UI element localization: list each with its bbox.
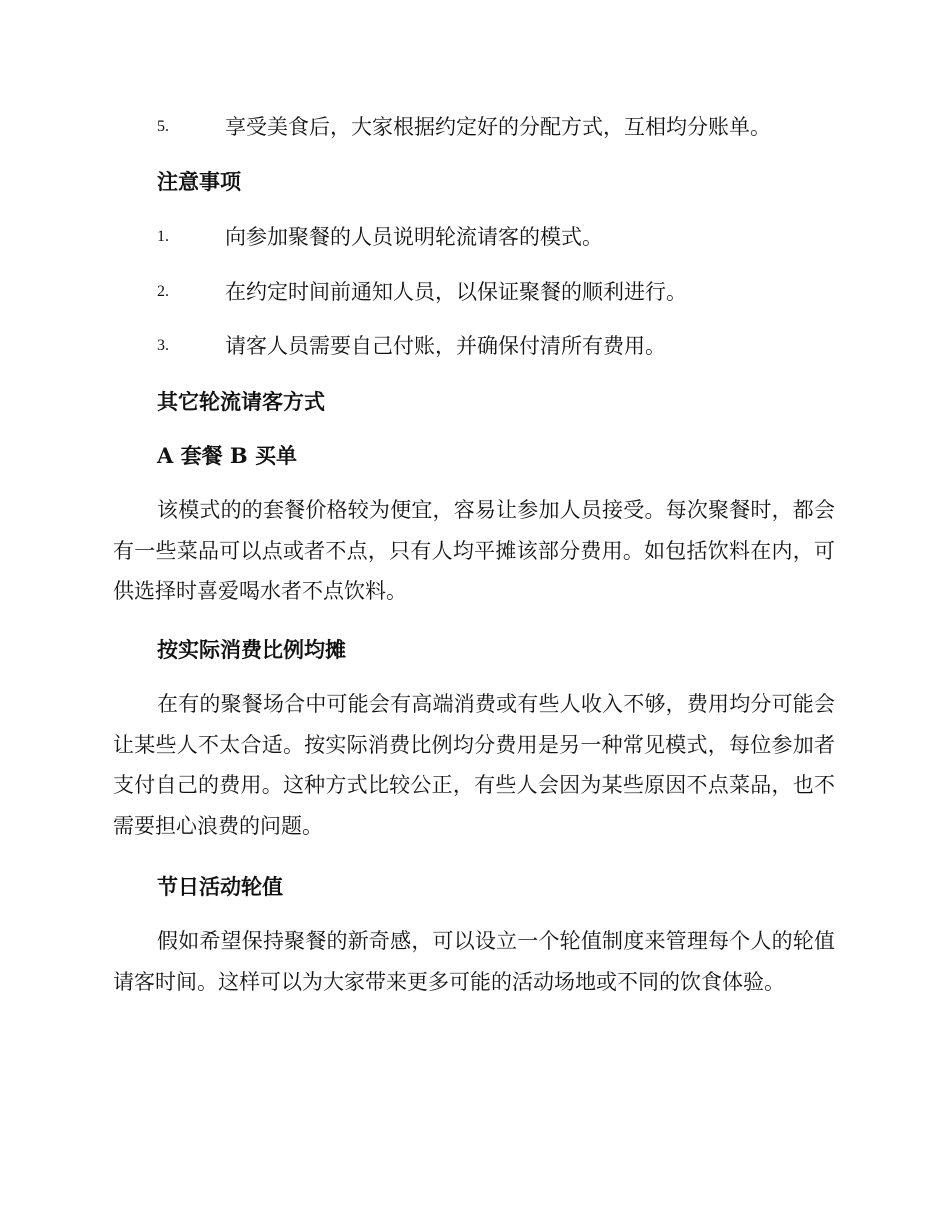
step-item (157, 112, 857, 142)
note-number: 1. (157, 228, 169, 245)
section-body: 假如希望保持聚餐的新奇感，可以设立一个轮值制度来管理每个人的轮值请客时间。这样可以为大家带来更多可能的活动场地或不同的饮食体验。 (113, 929, 835, 994)
section-body: 在有的聚餐场合中可能会有高端消费或有些人收入不够，费用均分可能会让某些人不太合适。按实际消费比例均分费用是另一种常见模式，每位参加者支付自己的费用。这种方式比较公正，有些人会因为某些原因不点菜品，也不需要担心浪费的问题。 (113, 692, 835, 838)
note-text: 向参加聚餐的人员说明轮流请客的模式。 (225, 225, 603, 249)
note-item (157, 277, 857, 307)
note-item (157, 331, 857, 361)
note-number: 3. (157, 337, 169, 354)
step-number: 5. (157, 118, 169, 135)
note-number: 2. (157, 283, 169, 300)
section-title: 节日活动轮值 (157, 874, 283, 899)
note-text: 在约定时间前通知人员，以保证聚餐的顺利进行。 (225, 280, 687, 304)
step-text: 享受美食后，大家根据约定好的分配方式，互相均分账单。 (225, 115, 771, 139)
section-body: 该模式的的套餐价格较为便宜，容易让参加人员接受。每次聚餐时，都会有一些菜品可以点或者不点，只有人均平摊该部分费用。如包括饮料在内，可供选择时喜爱喝水者不点饮料。 (113, 498, 835, 603)
note-item (157, 222, 857, 252)
note-text: 请客人员需要自己付账，并确保付清所有费用。 (225, 334, 666, 358)
section-title: A 套餐 B 买单 (157, 443, 297, 468)
notes-heading: 注意事项 (157, 169, 241, 194)
other-methods-heading: 其它轮流请客方式 (157, 389, 325, 414)
section-title: 按实际消费比例均摊 (157, 637, 346, 662)
